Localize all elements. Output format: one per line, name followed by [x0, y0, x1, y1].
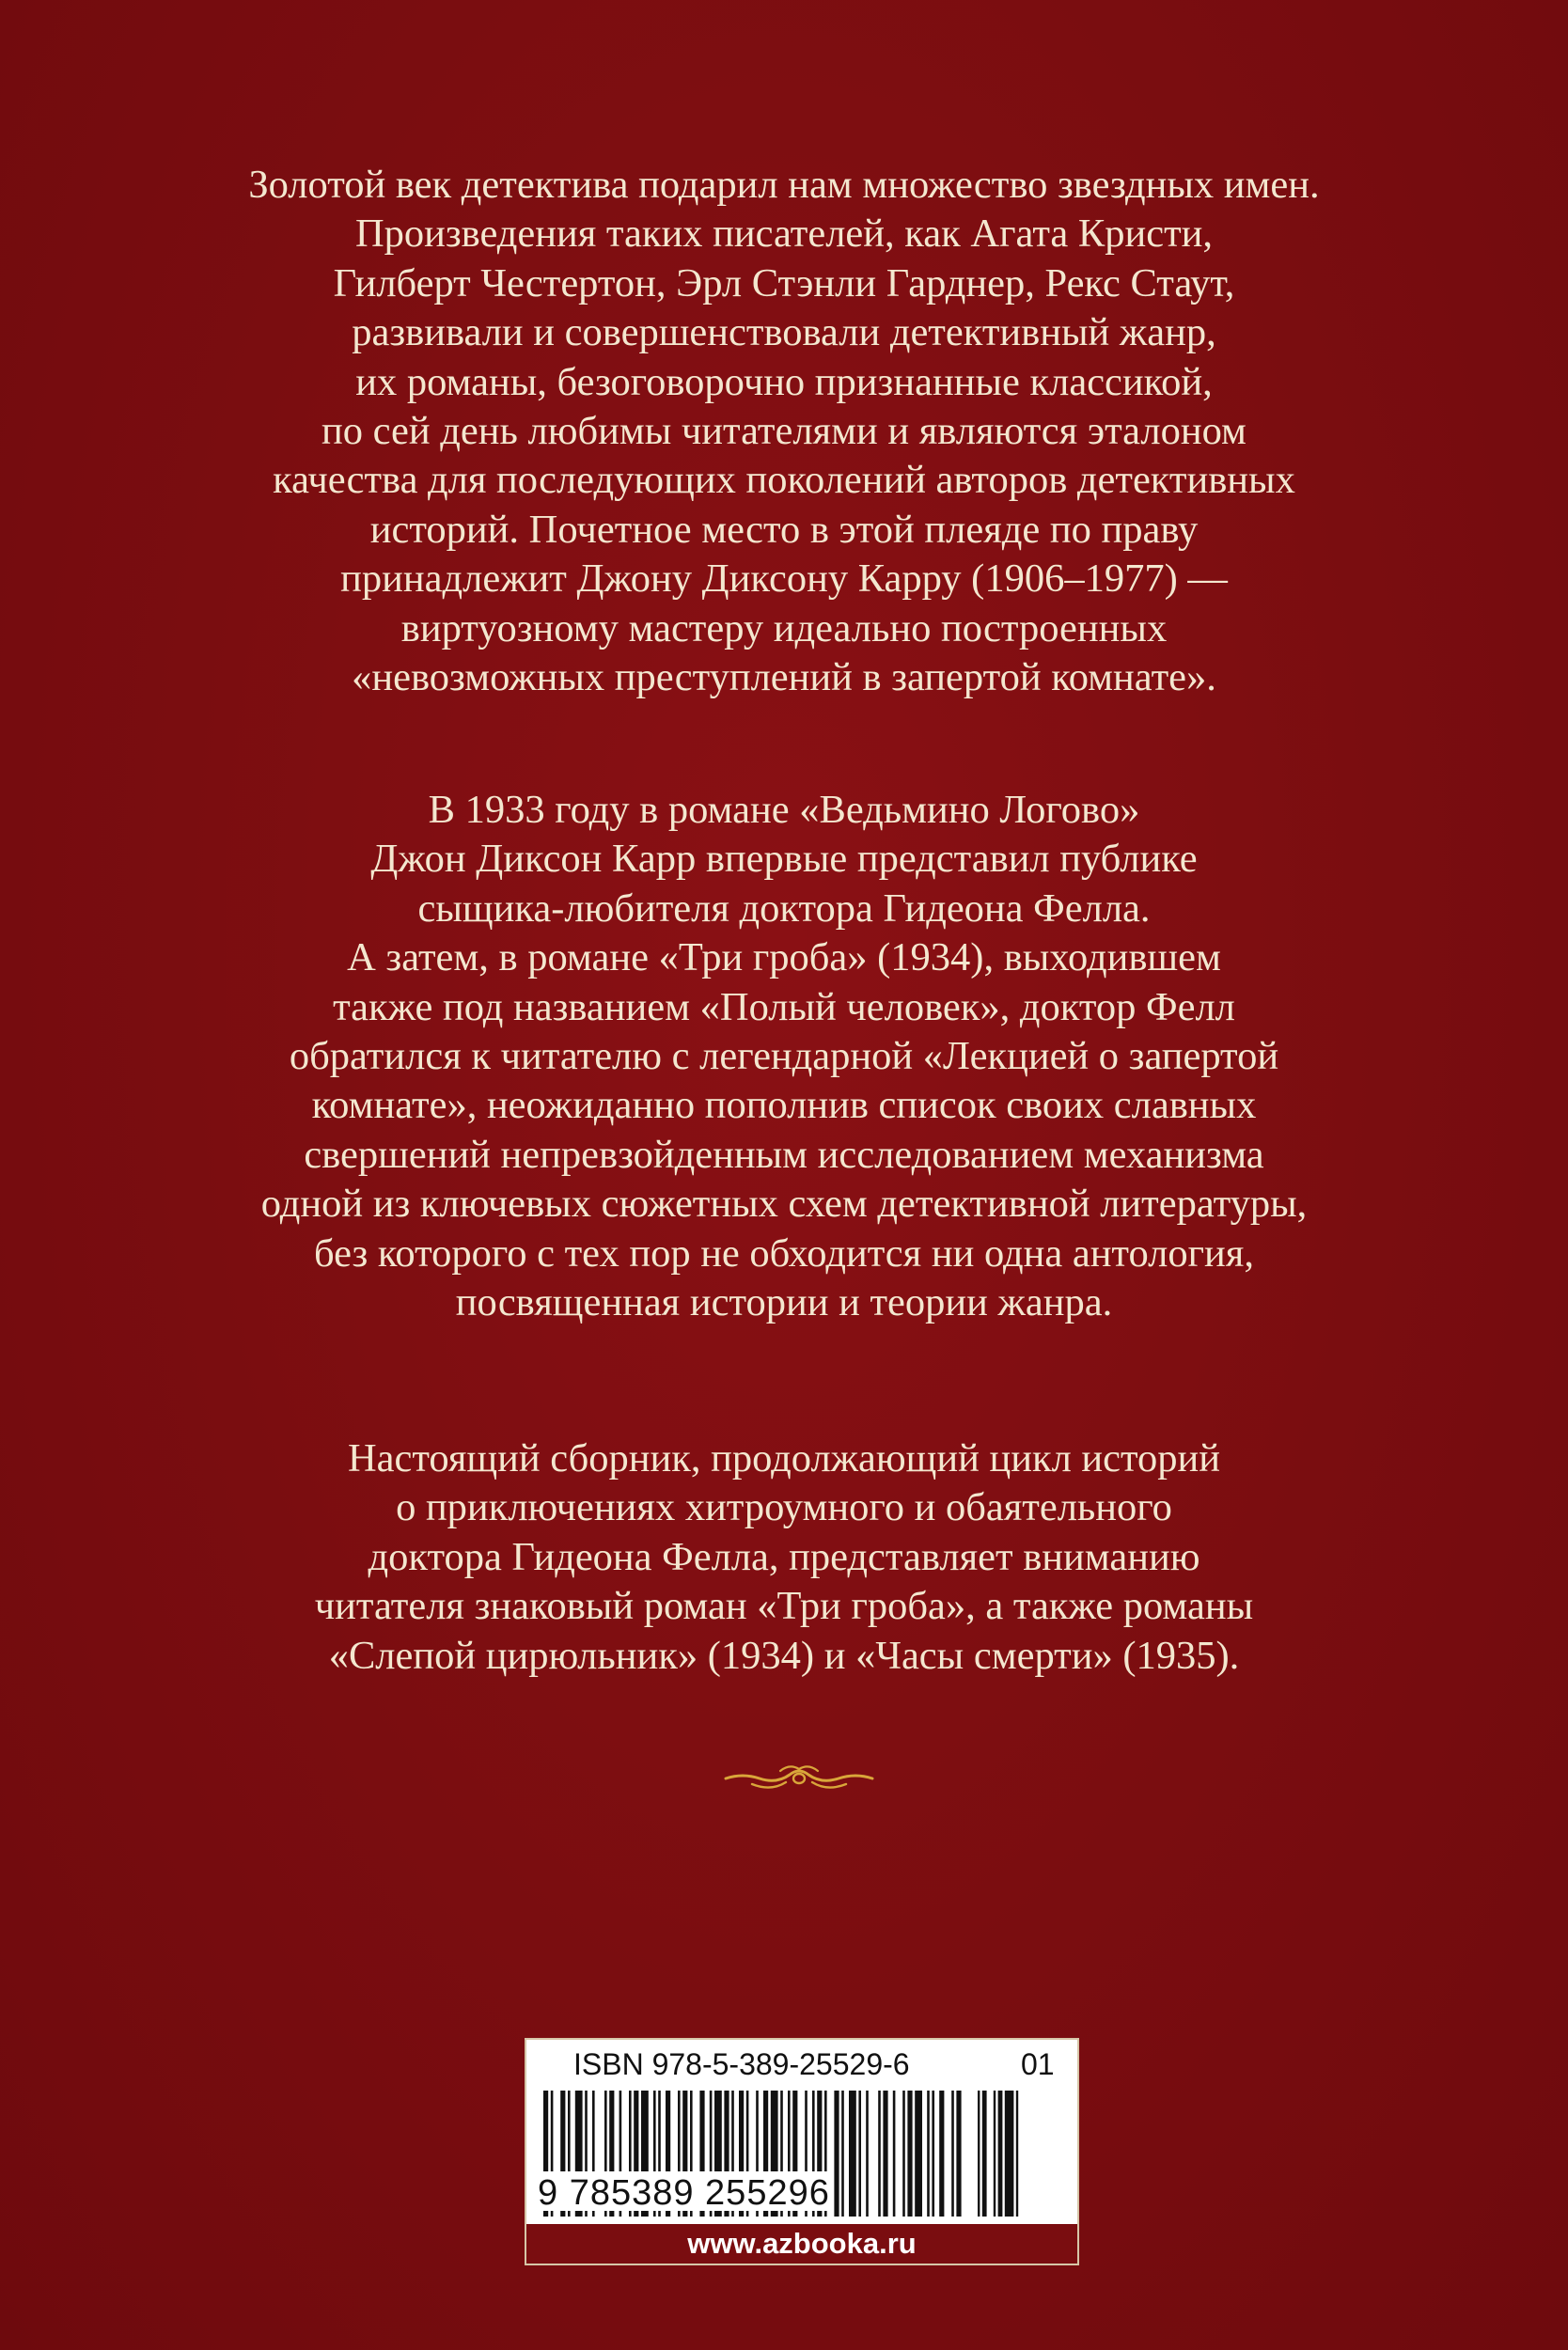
isbn-barcode-label — [525, 2038, 1079, 2265]
text-line: свершений непревзойденным исследованием механизма — [304, 1132, 1264, 1177]
text-line: Произведения таких писателей, как Агата Кристи, — [354, 212, 1214, 257]
text-line: комнате», неожиданно пополнив список своих славных — [311, 1083, 1257, 1128]
text-line: сыщика-любителя доктора Гидеона Фелла. — [417, 885, 1151, 931]
text-line: Настоящий сборник, продолжающий цикл историй — [347, 1436, 1221, 1480]
text-line: одной из ключевых сюжетных схем детективной литературы, — [260, 1182, 1308, 1227]
publisher-website: www.azbooka.ru — [526, 2224, 1077, 2264]
text-line: их романы, безоговорочно признанные классикой, — [355, 359, 1213, 404]
text-line: Джон Диксон Карр впервые представил публике — [370, 837, 1198, 882]
annotation-paragraph-2 — [132, 786, 1436, 1327]
text-line: виртуозному мастеру идеально построенных — [400, 605, 1168, 650]
text-line: историй. Почетное место в этой плеяде по праву — [369, 507, 1199, 552]
isbn-row — [573, 2047, 1062, 2085]
text-line: без которого с тех пор не обходится ни одна антология, — [314, 1230, 1254, 1276]
annotation-paragraph-1 — [132, 161, 1436, 702]
text-line: развивали и совершенствовали детективный жанр, — [352, 310, 1216, 355]
text-line: «невозможных преступлений в запертой комнате». — [352, 655, 1216, 700]
text-line: доктора Гидеона Фелла, представляет вниманию — [368, 1534, 1200, 1579]
isbn-number: ISBN 978-5-389-25529-6 — [573, 2047, 910, 2081]
text-line: Гилберт Честертон, Эрл Стэнли Гарднер, Рекс Стаут, — [333, 260, 1235, 306]
text-line: качества для последующих поколений авторов детективных — [273, 458, 1295, 503]
text-line: по сей день любимы читателями и являются эталоном — [321, 409, 1247, 454]
isbn-addon-code: 01 — [1021, 2047, 1055, 2081]
text-line: Золотой век детектива подарил нам множество звездных имен. — [248, 163, 1320, 207]
text-line: В 1933 году в романе «Ведьмино Логово» — [428, 788, 1140, 832]
text-line: обратился к читателю с легендарной «Лекцией о запертой — [289, 1034, 1279, 1079]
gold-flourish-icon — [724, 1760, 874, 1797]
annotation-paragraph-3 — [132, 1434, 1436, 1681]
text-line: А затем, в романе «Три гроба» (1934), выходившем — [347, 935, 1221, 980]
text-line: «Слепой цирюльник» (1934) и «Часы смерти» (1935). — [328, 1633, 1240, 1678]
barcode-digits: 9 785389 255296 — [534, 2171, 834, 2211]
text-line: также под названием «Полый человек», доктор Фелл — [333, 984, 1235, 1029]
text-line: читателя знаковый роман «Три гроба», а также романы — [314, 1584, 1254, 1629]
text-line: посвященная истории и теории жанра. — [455, 1280, 1113, 1325]
text-line: принадлежит Джону Диксону Карру (1906–1977) — — [340, 556, 1228, 602]
text-line: о приключениях хитроумного и обаятельного — [396, 1485, 1172, 1530]
